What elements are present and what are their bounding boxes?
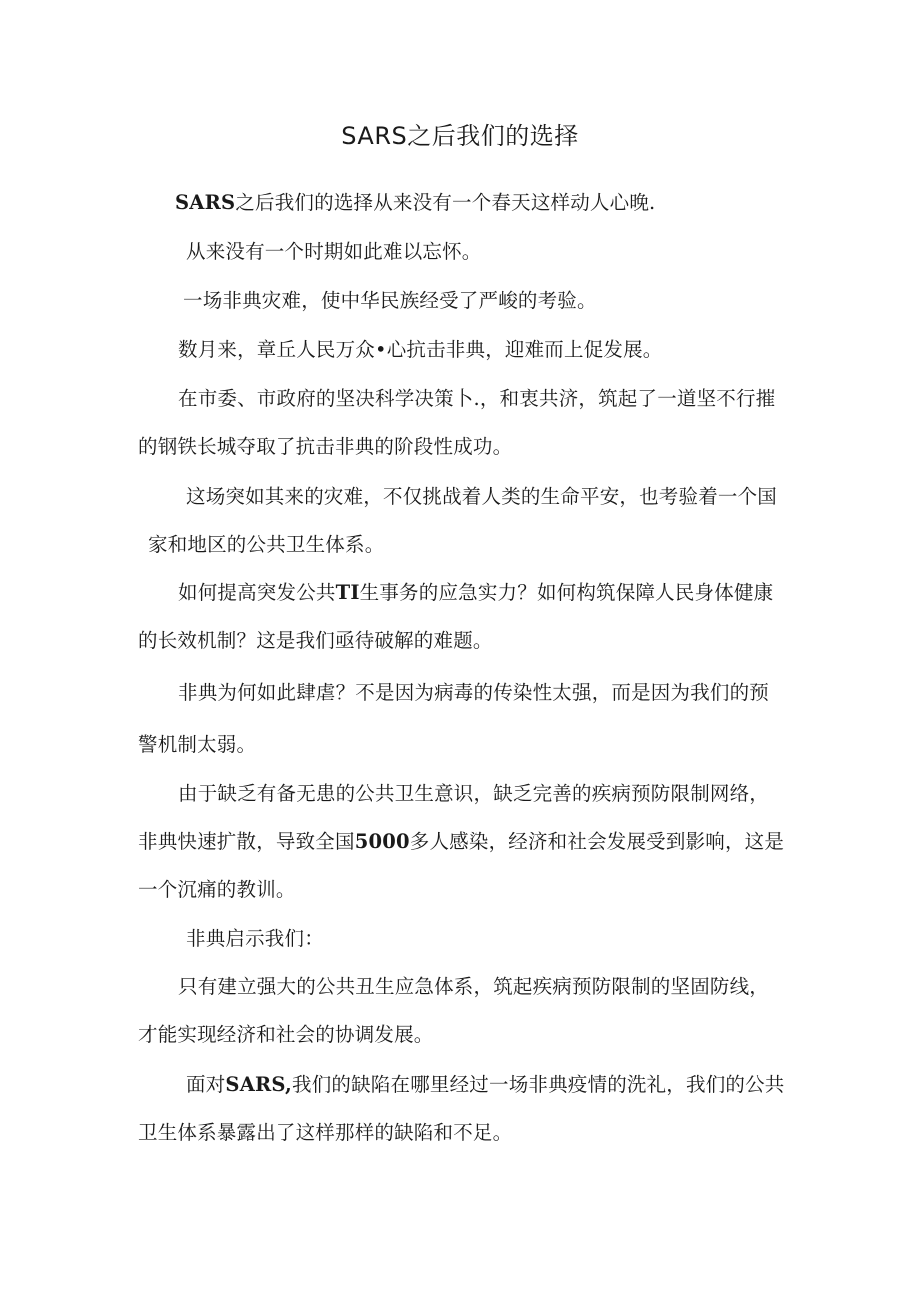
paragraph-line (178, 578, 773, 608)
text-bold: 5000 (354, 830, 410, 853)
text-segment: 由于缺乏有备无患的公共卫生意识，缺乏完善的疾病预防限制网络， (178, 782, 770, 805)
text-segment: 从来没有一个时期如此难以忘怀。 (186, 240, 482, 263)
paragraph-line (186, 237, 482, 267)
paragraph-line (178, 678, 769, 708)
text-segment: 卫生体系暴露出了这样那样的缺陷和不足。 (138, 1121, 513, 1144)
paragraph-line (178, 335, 663, 365)
text-segment: 警机制太弱。 (138, 733, 257, 756)
text-segment: 这场突如其来的灾难，不仅挑战着人类的生命平安，也考验着一个国 (186, 485, 778, 508)
document-title: SARS之后我们的选择 (341, 122, 579, 150)
paragraph-line (138, 827, 784, 857)
text-segment: 数月来，章丘人民万众•心抗击非典，迎难而上促发展。 (178, 338, 663, 361)
text-segment: 非典为何如此肆虐？不是因为病毒的传染性太强，而是因为我们的预 (178, 681, 770, 704)
text-segment: 在市委、市政府的坚决科学决策卜.，和衷共济，筑起了一道坚不行摧 (178, 387, 776, 410)
paragraph-line (138, 432, 512, 462)
text-segment: 的长效机制？这是我们亟待破解的难题。 (138, 629, 493, 652)
paragraph-line (138, 1118, 512, 1148)
text-segment: 一个沉痛的教训。 (138, 878, 296, 901)
text-segment: 非典快速扩散，导致全国 (138, 830, 355, 853)
text-segment: 的钢铁长城夺取了抗击非典的阶段性成功。 (138, 435, 513, 458)
paragraph-line (186, 1070, 785, 1100)
text-segment: 家和地区的公共卫生体系。 (148, 533, 385, 556)
text-segment: 面对 (186, 1073, 226, 1096)
paragraph-line (138, 1020, 434, 1050)
text-segment: 才能实现经济和社会的协调发展。 (138, 1023, 434, 1046)
paragraph-line (138, 626, 493, 656)
text-segment: 非典启示我们： (186, 927, 324, 950)
text-bold: SARS, (225, 1073, 292, 1096)
text-segment: 生事务的应急实力？如何构筑保障人民身体健康 (359, 581, 774, 604)
text-bold: TI (335, 581, 360, 604)
paragraph-line (178, 779, 769, 809)
paragraph-line (138, 875, 296, 905)
paragraph-line (186, 924, 324, 954)
text-segment: 多人感染，经济和社会发展受到影响，这是 (409, 830, 785, 853)
paragraph-line (178, 972, 769, 1002)
text-segment: 之后我们的选择从来没有一个春天这样动人心晚. (235, 191, 656, 214)
paragraph-line (186, 482, 777, 512)
text-segment: 一场非典灾难，使中华民族经受了严峻的考验。 (183, 289, 597, 312)
text-segment: 我们的缺陷在哪里经过一场非典疫情的洗礼，我们的公共 (292, 1073, 785, 1096)
paragraph-line (183, 286, 597, 316)
paragraph-line (138, 730, 256, 760)
text-segment: 如何提高突发公共 (178, 581, 336, 604)
paragraph-line (148, 530, 384, 560)
paragraph-line (178, 384, 775, 414)
paragraph-line (175, 188, 655, 218)
text-segment: 只有建立强大的公共丑生应急体系，筑起疾病预防限制的坚固防线， (178, 975, 770, 998)
text-bold: SARS (175, 191, 236, 214)
